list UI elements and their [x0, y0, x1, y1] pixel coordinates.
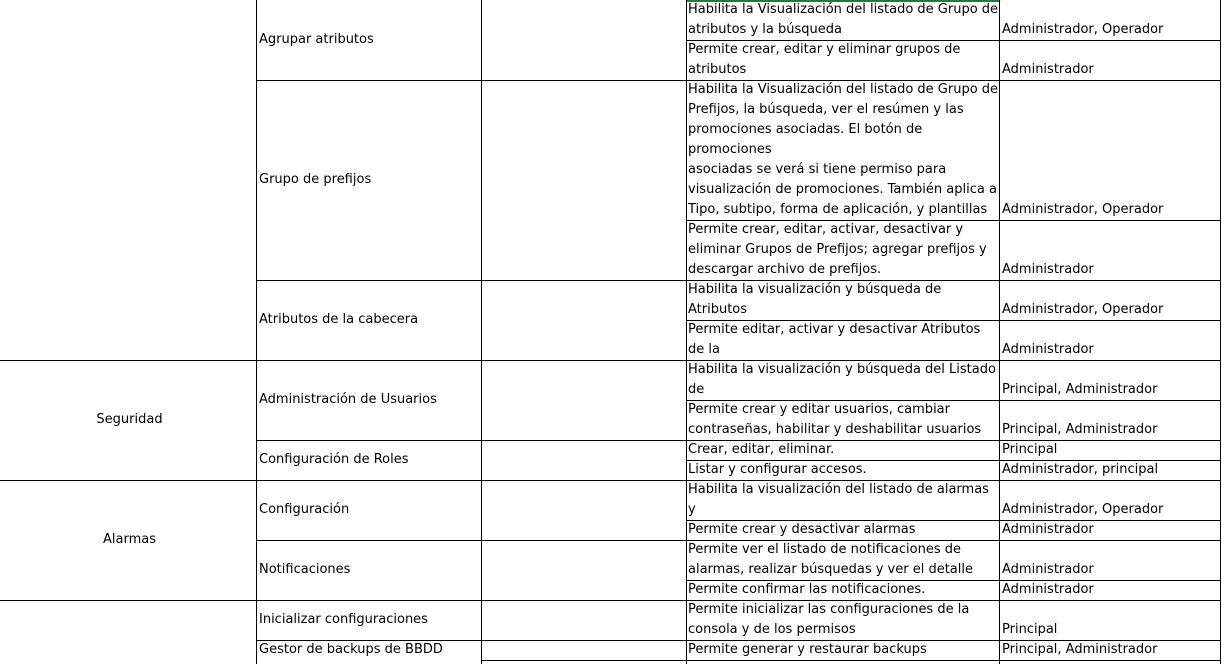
permission-desc-cell: Permite crear, editar, activar, desactivar y eliminar Grupos de Prefijos; agregar prefijos y descargar archivo de prefijos. — [688, 222, 987, 277]
grid-line — [686, 220, 1221, 221]
roles-cell: Principal, Administrador — [1002, 382, 1158, 397]
permission-desc-cell: Permite generar y restaurar backups — [688, 642, 927, 657]
group-cell-seguridad: Seguridad — [96, 412, 163, 427]
roles-cell: Administrador — [1002, 262, 1094, 277]
grid-line — [256, 80, 1221, 81]
roles-cell: Principal, Administrador — [1002, 642, 1158, 657]
grid-line — [0, 480, 1221, 481]
roles-cell: Administrador, Operador — [1002, 202, 1164, 217]
group-cell-alarmas: Alarmas — [103, 532, 156, 547]
permission-desc-cell: Crear, editar, eliminar. — [688, 442, 835, 457]
roles-cell: Administrador — [1002, 62, 1094, 77]
permission-desc-cell: Listar y configurar accesos. — [688, 462, 867, 477]
roles-cell: Administrador — [1002, 582, 1094, 597]
roles-cell: Administrador, Operador — [1002, 22, 1164, 37]
feature-cell-configuracion-roles: Configuración de Roles — [259, 452, 409, 467]
feature-cell-atributos-cabecera: Atributos de la cabecera — [259, 312, 419, 327]
roles-cell: Principal — [1002, 622, 1058, 637]
feature-cell-notificaciones: Notificaciones — [259, 562, 351, 577]
grid-line — [686, 0, 687, 664]
grid-line — [686, 580, 1221, 581]
grid-line — [256, 280, 1221, 281]
grid-line — [686, 520, 1221, 521]
permission-desc-cell: Permite crear y desactivar alarmas — [688, 522, 916, 537]
permission-desc-cell: Permite editar, activar y desactivar Atributos de la — [688, 322, 981, 357]
feature-cell-administracion-usuarios: Administración de Usuarios — [259, 392, 437, 407]
grid-line — [999, 0, 1000, 664]
roles-cell: Administrador, Operador — [1002, 302, 1164, 317]
roles-cell: Administrador — [1002, 342, 1094, 357]
grid-line — [256, 0, 257, 664]
grid-line — [256, 540, 1221, 541]
permission-desc-cell: Permite crear y editar usuarios, cambiar contraseñas, habilitar y deshabilitar usuarios — [688, 402, 982, 437]
roles-cell: Administrador, Operador — [1002, 502, 1164, 517]
roles-cell: Principal, Administrador — [1002, 422, 1158, 437]
permission-desc-cell: Habilita la visualización del listado de alarmas y — [688, 482, 989, 517]
feature-cell-agrupar-atributos: Agrupar atributos — [259, 32, 374, 47]
roles-cell: Administrador, principal — [1002, 462, 1159, 477]
feature-cell-grupo-de-prefijos: Grupo de prefijos — [259, 172, 372, 187]
permission-desc-cell: Permite ver el listado de notificaciones de alarmas, realizar búsquedas y ver el detalle — [688, 542, 973, 577]
grid-line — [0, 360, 1221, 361]
grid-line — [686, 400, 1221, 401]
permission-desc-cell: Permite crear, editar y eliminar grupos de atributos — [688, 42, 961, 77]
feature-cell-inicializar-configuraciones: Inicializar configuraciones — [259, 612, 428, 627]
roles-cell: Principal — [1002, 442, 1058, 457]
permission-desc-cell: Habilita la visualización y búsqueda del Listado de — [688, 362, 996, 397]
grid-line — [1220, 0, 1221, 664]
permission-desc-cell: Habilita la visualización y búsqueda de Atributos — [688, 282, 942, 317]
grid-line — [481, 0, 482, 664]
feature-cell-configuracion: Configuración — [259, 502, 350, 517]
grid-line — [256, 640, 1221, 641]
permission-desc-cell: Permite confirmar las notificaciones. — [688, 582, 926, 597]
grid-line — [686, 40, 1221, 41]
grid-line — [686, 320, 1221, 321]
permission-desc-cell: Habilita la Visualización del listado de Grupo de Prefijos, la búsqueda, ver el resúmen y las promociones asociadas. El botón de promociones asociadas se verá si tiene permiso para visualización de promociones. También aplica a Tipo, subtipo, forma de aplicación, y plantillas — [688, 82, 999, 217]
roles-cell: Administrador — [1002, 522, 1094, 537]
permission-desc-cell: Habilita la Visualización del listado de Grupo de atributos y la búsqueda — [688, 2, 999, 37]
roles-cell: Administrador — [1002, 562, 1094, 577]
permission-desc-cell: Permite inicializar las configuraciones de la consola y de los permisos — [688, 602, 970, 637]
feature-cell-gestor-backups: Gestor de backups de BBDD — [259, 642, 443, 657]
grid-line — [0, 600, 1221, 601]
grid-line — [686, 460, 1221, 461]
grid-line — [481, 660, 1221, 661]
grid-line — [256, 440, 1221, 441]
